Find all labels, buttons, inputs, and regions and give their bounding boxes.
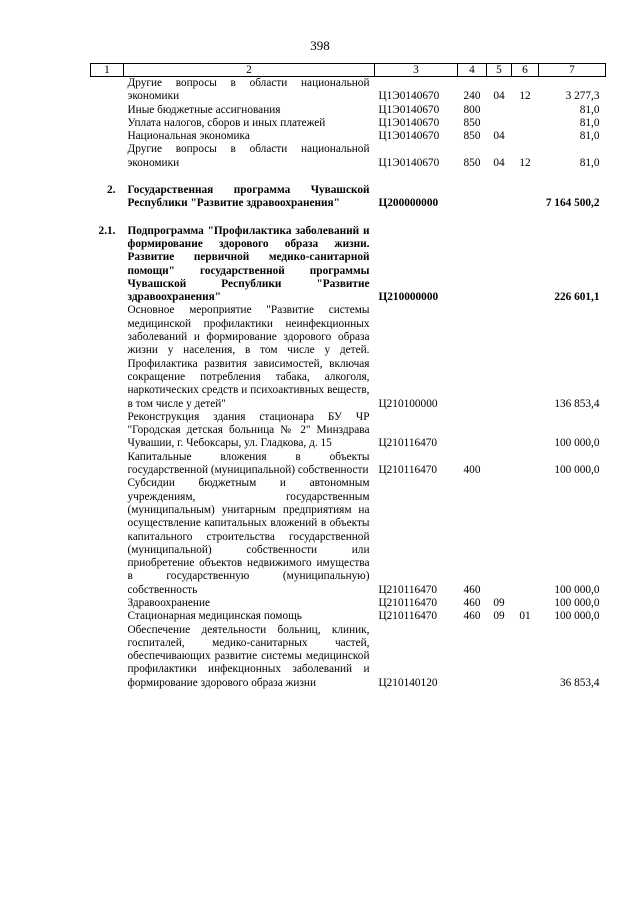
row-expense-type: 400 bbox=[463, 464, 481, 477]
table-row bbox=[91, 77, 606, 104]
row-subsection bbox=[512, 597, 539, 610]
row-target-code: Ц200000000 bbox=[378, 197, 439, 210]
row-number bbox=[91, 610, 124, 623]
row-name: Национальная экономика bbox=[127, 130, 250, 143]
row-section: 09 bbox=[493, 596, 505, 609]
row-target-code: Ц1Э0140670 bbox=[378, 90, 440, 103]
row-name: Реконструкция здания стационара БУ ЧР "Городская детская больница № 2" Минздрава Чувашии, г. Чебоксары, ул. Гладкова, д. 15 bbox=[127, 410, 370, 450]
row-name: Уплата налогов, сборов и иных платежей bbox=[127, 116, 326, 129]
row-name: Здравоохранение bbox=[127, 596, 211, 609]
row-expense-type: 850 bbox=[463, 116, 481, 129]
table-row bbox=[91, 624, 606, 690]
row-number bbox=[91, 624, 124, 690]
table-row bbox=[91, 143, 606, 170]
row-name: Другие вопросы в области национальной экономики bbox=[127, 77, 370, 103]
row-section bbox=[487, 411, 512, 451]
row-amount: 81,0 bbox=[579, 116, 600, 129]
row-target-code: Ц1Э0140670 bbox=[378, 116, 440, 129]
table-row-subprogram bbox=[91, 225, 606, 305]
row-expense-type: 800 bbox=[463, 103, 481, 116]
row-number bbox=[91, 451, 124, 478]
row-number bbox=[91, 117, 124, 130]
row-expense-type bbox=[458, 225, 487, 305]
row-section: 04 bbox=[493, 130, 505, 143]
row-subsection: 12 bbox=[519, 90, 531, 103]
row-name: Капитальные вложения в объекты государственной (муниципальной) собственности bbox=[127, 450, 370, 477]
row-subsection: 01 bbox=[519, 610, 531, 623]
header-col-7: 7 bbox=[539, 64, 606, 77]
row-amount: 226 601,1 bbox=[554, 291, 600, 304]
page-number: 398 bbox=[310, 38, 330, 53]
row-number bbox=[91, 104, 124, 117]
row-amount: 136 853,4 bbox=[554, 397, 600, 410]
table-row bbox=[91, 597, 606, 610]
row-subsection: 12 bbox=[519, 156, 531, 169]
row-subsection bbox=[512, 477, 539, 597]
row-number bbox=[91, 477, 124, 597]
row-number bbox=[91, 304, 124, 410]
row-name: Основное мероприятие "Развитие системы медицинской профилактики неинфекционных заболеваний и формирование здорового образа жизни у населения, в том числе у детей. Профилактика развития зависимостей, включая сокращение потребления табака, алкоголя, наркотических средств и психоактивных веществ, в том числе у детей" bbox=[127, 304, 370, 410]
row-section bbox=[487, 104, 512, 117]
row-target-code: Ц210140120 bbox=[378, 676, 438, 689]
row-amount: 7 164 500,2 bbox=[545, 197, 600, 210]
row-name: Подпрограмма "Профилактика заболеваний и формирование здорового образа жизни. Развитие первичной медико-санитарной помощи" государственной программы Чувашской Республики "Развитие здравоохранения" bbox=[127, 224, 370, 304]
row-expense-type bbox=[458, 304, 487, 410]
table-row bbox=[91, 411, 606, 451]
row-expense-type bbox=[458, 184, 487, 211]
row-name: Обеспечение деятельности больниц, клиник, госпиталей, медико-санитарных частей, обеспечивающих развитие системы медицинской профилактики инфекционных заболеваний и формирование здорового образа жизни bbox=[127, 623, 370, 689]
row-amount: 100 000,0 bbox=[554, 464, 600, 477]
row-subsection bbox=[512, 130, 539, 143]
row-name: Иные бюджетные ассигнования bbox=[127, 103, 281, 116]
row-subsection bbox=[512, 184, 539, 211]
table-row bbox=[91, 451, 606, 478]
row-subsection bbox=[512, 451, 539, 478]
row-target-code: Ц210100000 bbox=[378, 397, 438, 410]
row-target-code: Ц210116470 bbox=[378, 583, 438, 596]
header-col-5: 5 bbox=[487, 64, 512, 77]
row-subsection bbox=[512, 624, 539, 690]
row-target-code: Ц210116470 bbox=[378, 464, 438, 477]
row-number bbox=[91, 77, 124, 104]
header-col-1: 1 bbox=[91, 64, 124, 77]
header-col-4: 4 bbox=[458, 64, 487, 77]
row-number: 2.1. bbox=[98, 224, 116, 237]
budget-table bbox=[90, 63, 606, 690]
row-target-code: Ц210116470 bbox=[378, 610, 438, 623]
row-target-code: Ц1Э0140670 bbox=[378, 156, 440, 169]
row-section bbox=[487, 624, 512, 690]
row-name: Государственная программа Чувашской Республики "Развитие здравоохранения" bbox=[127, 184, 370, 210]
row-number bbox=[91, 130, 124, 143]
row-amount: 100 000,0 bbox=[554, 437, 600, 450]
row-section: 09 bbox=[493, 610, 505, 623]
table-header-row bbox=[91, 64, 606, 77]
row-expense-type: 460 bbox=[463, 610, 481, 623]
header-col-3: 3 bbox=[375, 64, 458, 77]
row-subsection bbox=[512, 117, 539, 130]
header-col-6: 6 bbox=[512, 64, 539, 77]
row-section bbox=[487, 184, 512, 211]
row-target-code: Ц210000000 bbox=[378, 291, 439, 304]
row-number: 2. bbox=[107, 184, 116, 197]
row-name: Стационарная медицинская помощь bbox=[127, 610, 302, 623]
row-section bbox=[487, 451, 512, 478]
row-number bbox=[91, 143, 124, 170]
row-expense-type bbox=[458, 624, 487, 690]
row-amount: 100 000,0 bbox=[554, 610, 600, 623]
row-subsection bbox=[512, 225, 539, 305]
row-section bbox=[487, 225, 512, 305]
row-section bbox=[487, 477, 512, 597]
row-target-code: Ц1Э0140670 bbox=[378, 103, 440, 116]
row-amount: 3 277,3 bbox=[565, 90, 600, 103]
row-section bbox=[487, 304, 512, 410]
row-spacer bbox=[91, 170, 606, 184]
row-amount: 81,0 bbox=[579, 130, 600, 143]
table-row-program bbox=[91, 184, 606, 211]
row-target-code: Ц210116470 bbox=[378, 437, 438, 450]
row-spacer bbox=[91, 211, 606, 225]
row-expense-type bbox=[458, 411, 487, 451]
row-amount: 81,0 bbox=[579, 156, 600, 169]
table-row bbox=[91, 130, 606, 143]
row-expense-type: 240 bbox=[463, 90, 481, 103]
row-amount: 100 000,0 bbox=[554, 596, 600, 609]
row-amount: 36 853,4 bbox=[559, 676, 600, 689]
row-subsection bbox=[512, 304, 539, 410]
table-row bbox=[91, 304, 606, 410]
row-number bbox=[91, 411, 124, 451]
row-expense-type: 850 bbox=[463, 130, 481, 143]
row-subsection bbox=[512, 411, 539, 451]
table-row bbox=[91, 104, 606, 117]
row-expense-type: 850 bbox=[463, 156, 481, 169]
row-number bbox=[91, 597, 124, 610]
table-row bbox=[91, 610, 606, 623]
row-name: Субсидии бюджетным и автономным учреждениям, государственным (муниципальным) унитарным предприятиям на осуществление капитальных вложений в объекты капитального строительства государственной (муниципальной) собственности или приобретение объектов недвижимого имущества в государственную (муниципальную) собственность bbox=[127, 477, 370, 596]
row-target-code: Ц1Э0140670 bbox=[378, 130, 440, 143]
row-section: 04 bbox=[493, 156, 505, 169]
row-name: Другие вопросы в области национальной экономики bbox=[127, 143, 370, 169]
row-section: 04 bbox=[493, 90, 505, 103]
row-amount: 81,0 bbox=[579, 103, 600, 116]
row-expense-type: 460 bbox=[463, 583, 481, 596]
table-row bbox=[91, 477, 606, 597]
header-col-2: 2 bbox=[124, 64, 375, 77]
row-section bbox=[487, 117, 512, 130]
row-amount: 100 000,0 bbox=[554, 583, 600, 596]
row-expense-type: 460 bbox=[463, 596, 481, 609]
table-row bbox=[91, 117, 606, 130]
row-subsection bbox=[512, 104, 539, 117]
row-target-code: Ц210116470 bbox=[378, 596, 438, 609]
